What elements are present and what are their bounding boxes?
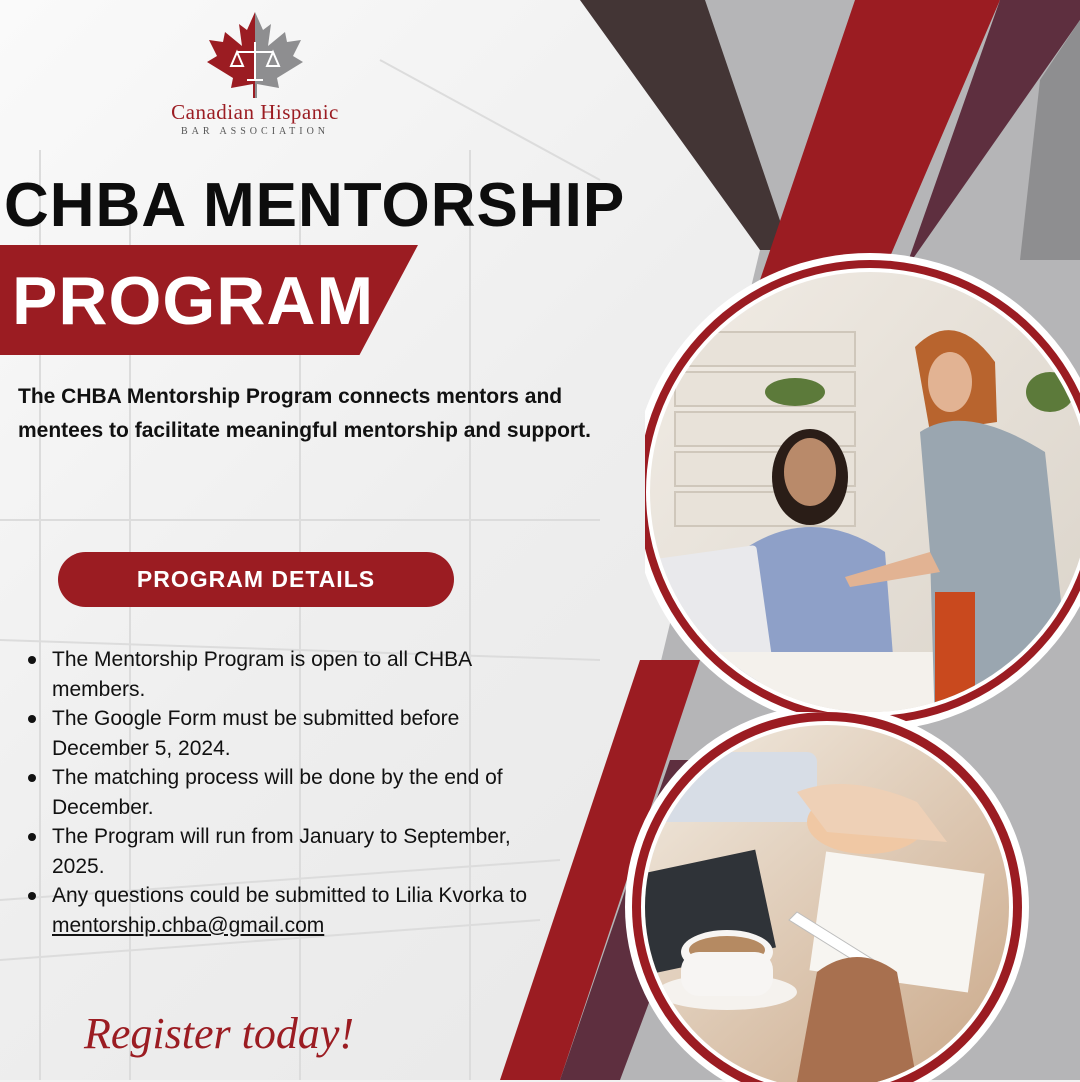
program-details-heading: PROGRAM DETAILS bbox=[58, 552, 454, 607]
logo-subtitle: BAR ASSOCIATION bbox=[180, 126, 330, 137]
logo-name: Canadian Hispanic bbox=[171, 100, 339, 124]
list-item bbox=[24, 645, 544, 704]
bullet-icon bbox=[28, 774, 36, 782]
title-line-1: CHBA MENTORSHIP bbox=[4, 171, 626, 240]
intro-text: The CHBA Mentorship Program connects mentors and mentees to facilitate meaningful mentorship and support. bbox=[18, 385, 591, 442]
mentorship-photo-top bbox=[645, 252, 1080, 752]
title-line-2: PROGRAM bbox=[12, 263, 375, 339]
list-item bbox=[24, 704, 544, 763]
coffee-notebook-photo bbox=[617, 712, 1037, 1082]
list-item-text: The Mentorship Program is open to all CHBA members. bbox=[52, 648, 472, 701]
email-link[interactable]: mentorship.chba@gmail.com bbox=[52, 913, 325, 937]
bullet-icon bbox=[28, 715, 36, 723]
list-item-text: The matching process will be done by the end of December. bbox=[52, 766, 503, 819]
list-item-text: The Program will run from January to September, 2025. bbox=[52, 825, 511, 878]
bullet-icon bbox=[28, 892, 36, 900]
details-list bbox=[24, 645, 544, 940]
maple-leaf-scales-icon bbox=[205, 12, 305, 98]
list-item-text: Any questions could be submitted to Lilia Kvorka to bbox=[52, 884, 528, 907]
logo bbox=[140, 12, 370, 137]
list-item-text: The Google Form must be submitted before December 5, 2024. bbox=[52, 707, 460, 760]
bullet-icon bbox=[28, 833, 36, 841]
list-item bbox=[24, 881, 544, 940]
list-item bbox=[24, 822, 544, 881]
bullet-icon bbox=[28, 656, 36, 664]
list-item bbox=[24, 763, 544, 822]
register-today-text: Register today! bbox=[84, 1009, 355, 1058]
